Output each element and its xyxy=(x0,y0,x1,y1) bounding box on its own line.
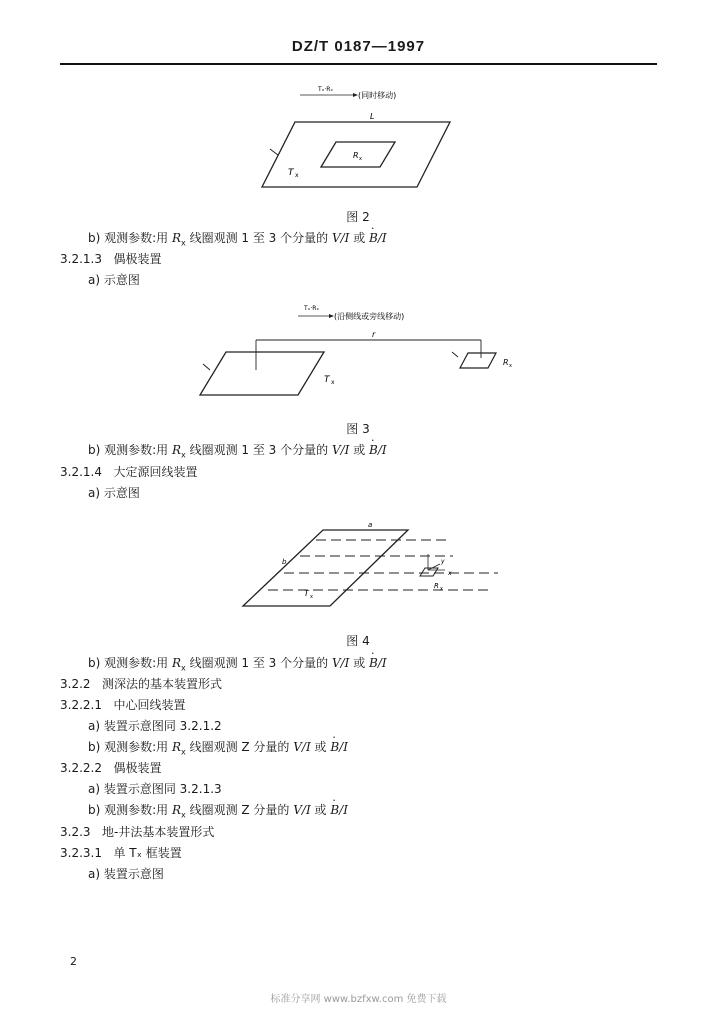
fig3-label-r: r xyxy=(372,330,376,339)
rx-symbol: R xyxy=(171,231,182,245)
section-title: 大定源回线装置 xyxy=(113,465,198,479)
fig3-arrow-label: Tₓ·Rₓ xyxy=(304,305,320,312)
v-over-i: V/I xyxy=(293,803,311,817)
fig2-label-L: L xyxy=(370,112,375,121)
line-b-mid: 线圈观测 1 至 3 个分量的 xyxy=(185,656,332,670)
line-b-prefix: b) 观测参数:用 xyxy=(88,443,172,457)
section-title: 单 Tₓ 框装置 xyxy=(113,846,182,860)
fig3-receiver-loop xyxy=(460,353,496,368)
rx-sub: x xyxy=(181,450,186,460)
section-title: 地-井法基本装置形式 xyxy=(102,825,215,839)
v-over-i: V/I xyxy=(331,231,350,245)
figure-2-diagram xyxy=(250,82,470,197)
section-title: 偶极装置 xyxy=(113,761,162,775)
b-over-i: · B/I xyxy=(330,739,348,755)
fig4-label-b: b xyxy=(282,558,287,566)
fig4-label-a: a xyxy=(368,521,373,529)
section-number: 3.2.2 xyxy=(60,677,91,691)
line-b-z-component xyxy=(88,739,348,760)
watermark-footer: 标准分享网 www.bzfxw.com 免费下载 xyxy=(270,994,447,1005)
fig3-label-Rx-sub: x xyxy=(509,363,512,369)
line-b-fig2 xyxy=(88,230,387,251)
page-header: DZ/T 0187—1997 xyxy=(291,38,426,55)
line-b-mid: 线圈观测 1 至 3 个分量的 xyxy=(185,443,332,457)
section-number: 3.2.3.1 xyxy=(60,846,102,860)
fig2-arrow-label: Tₓ·Rₓ xyxy=(318,86,334,93)
fig4-y-axis xyxy=(428,564,440,570)
line-a-diagram: a) 示意图 xyxy=(88,273,140,287)
fig4-label-Rx: R xyxy=(434,582,439,590)
rx-sub: x xyxy=(181,747,186,757)
or-word: 或 xyxy=(310,740,331,754)
section-title: 偶极装置 xyxy=(113,252,162,266)
fig2-label-Tx: T xyxy=(288,168,294,178)
page-number: 2 xyxy=(70,955,77,968)
section-3-2-2-1 xyxy=(60,697,185,713)
rx-symbol: R xyxy=(171,740,182,754)
section-3-2-1-3 xyxy=(60,251,161,267)
line-b-mid: 线圈观测 Z 分量的 xyxy=(185,803,294,817)
header-rule xyxy=(60,63,657,65)
fig4-label-x: x xyxy=(448,570,452,577)
section-3-2-1-4 xyxy=(60,464,197,480)
section-number: 3.2.2.1 xyxy=(60,698,102,712)
line-a-same-as: a) 装置示意图同 3.2.1.3 xyxy=(88,782,222,796)
section-title: 测深法的基本装置形式 xyxy=(102,677,223,691)
v-over-i: V/I xyxy=(293,740,311,754)
figure-2 xyxy=(250,82,470,201)
figure-3 xyxy=(196,300,526,409)
line-a-device-diagram: a) 装置示意图 xyxy=(88,867,164,881)
b-over-i: · B/I xyxy=(330,802,348,818)
line-b-prefix: b) 观测参数:用 xyxy=(88,803,172,817)
figure-2-caption: 图 2 xyxy=(346,210,370,224)
section-title: 中心回线装置 xyxy=(113,698,186,712)
figure-4 xyxy=(238,518,508,622)
line-b-z-component xyxy=(88,802,348,823)
fig4-transmitter-loop xyxy=(243,530,408,606)
section-3-2-3-1 xyxy=(60,845,182,861)
v-over-i: V/I xyxy=(331,443,350,457)
fig3-label-Rx: R xyxy=(503,358,509,367)
line-b-fig4 xyxy=(88,655,387,676)
section-3-2-2 xyxy=(60,676,222,692)
fig4-label-Tx: T xyxy=(304,589,309,598)
section-number: 3.2.3 xyxy=(60,825,91,839)
section-3-2-3 xyxy=(60,824,214,840)
section-number: 3.2.2.2 xyxy=(60,761,102,775)
figure-4-diagram xyxy=(238,518,508,618)
fig4-label-y: y xyxy=(441,558,445,565)
figure-4-caption: 图 4 xyxy=(346,634,370,648)
b-over-i: · B/I xyxy=(369,442,387,458)
fig2-label-Rx: R xyxy=(353,151,359,160)
figure-3-caption: 图 3 xyxy=(346,422,370,436)
fig3-tx-lead-mark xyxy=(203,364,210,370)
section-number: 3.2.1.3 xyxy=(60,252,102,266)
section-number: 3.2.1.4 xyxy=(60,465,102,479)
rx-symbol: R xyxy=(171,656,182,670)
line-b-prefix: b) 观测参数:用 xyxy=(88,231,172,245)
fig3-label-Tx: T xyxy=(324,375,330,385)
fig2-move-note: (同时移动) xyxy=(358,91,397,100)
line-b-mid: 线圈观测 Z 分量的 xyxy=(185,740,294,754)
fig2-label-Tx-sub: x xyxy=(295,172,299,179)
figure-3-diagram xyxy=(196,300,526,405)
rx-symbol: R xyxy=(171,443,182,457)
v-over-i: V/I xyxy=(331,656,350,670)
fig4-label-Tx-sub: x xyxy=(310,594,313,600)
or-word: 或 xyxy=(310,803,331,817)
fig3-move-note: (沿侧线或旁线移动) xyxy=(334,312,405,321)
b-over-i: · B/I xyxy=(369,655,387,671)
line-b-prefix: b) 观测参数:用 xyxy=(88,740,172,754)
rx-sub: x xyxy=(181,238,186,248)
line-b-fig3 xyxy=(88,442,387,463)
line-b-prefix: b) 观测参数:用 xyxy=(88,656,172,670)
or-word: 或 xyxy=(349,443,370,457)
fig2-lead-mark xyxy=(270,149,278,155)
line-b-mid: 线圈观测 1 至 3 个分量的 xyxy=(185,231,332,245)
fig3-transmitter-loop xyxy=(200,352,324,395)
fig3-rx-lead-mark xyxy=(452,352,458,357)
rx-sub: x xyxy=(181,663,186,673)
rx-sub: x xyxy=(181,810,186,820)
rx-symbol: R xyxy=(171,803,182,817)
line-a-same-as: a) 装置示意图同 3.2.1.2 xyxy=(88,719,222,733)
b-over-i: · B/I xyxy=(369,230,387,246)
or-word: 或 xyxy=(349,656,370,670)
fig4-label-Rx-sub: x xyxy=(440,586,443,592)
or-word: 或 xyxy=(349,231,370,245)
line-a-diagram: a) 示意图 xyxy=(88,486,140,500)
fig2-label-Rx-sub: x xyxy=(359,156,362,162)
fig3-label-Tx-sub: x xyxy=(331,379,335,386)
section-3-2-2-2 xyxy=(60,760,161,776)
